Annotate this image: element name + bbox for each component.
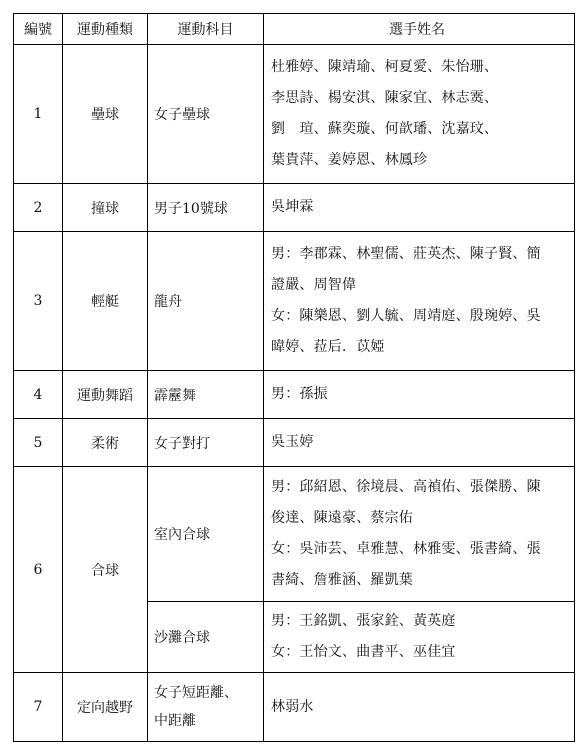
row-number: 7: [14, 673, 63, 742]
row-number: 5: [14, 419, 63, 467]
athlete-line: 杜雅婷、陳靖瑜、柯夏愛、朱怡珊、: [271, 59, 499, 75]
table-row: [14, 232, 575, 371]
athlete-roster-table: [13, 13, 575, 742]
table-row: [14, 371, 575, 419]
row-number: 4: [14, 371, 63, 419]
row-event: 沙灘合球: [148, 602, 264, 673]
table-header-row: [14, 14, 575, 45]
row-sport: 定向越野: [63, 673, 148, 742]
row-number: 1: [14, 45, 63, 184]
row-event: 女子對打: [148, 419, 264, 467]
athlete-line: 李思詩、楊安淇、陳家宜、林志霙、: [271, 90, 499, 106]
row-sport: 壘球: [63, 45, 148, 184]
row-event: 男子10號球: [148, 184, 264, 232]
row-sport: 撞球: [63, 184, 148, 232]
header-athletes: 選手姓名: [264, 14, 575, 45]
athlete-line: 暐婷、菈后．苡婭: [271, 339, 385, 355]
athlete-line: 男：孫振: [271, 386, 328, 402]
row-event: [148, 673, 264, 742]
row-athletes: [264, 467, 575, 602]
row-athletes: [264, 45, 575, 184]
row-sport: 輕艇: [63, 232, 148, 371]
header-number: 編號: [14, 14, 63, 45]
row-number: 6: [14, 467, 63, 673]
athlete-line: 吳坤霖: [271, 199, 314, 215]
event-line: 中距離: [154, 713, 196, 729]
athlete-line: 俊達、陳遠豪、蔡宗佑: [271, 510, 413, 526]
athlete-line: 女：吳沛芸、卓雅慧、林雅雯、張書綺、張: [271, 541, 541, 557]
table-row: [14, 419, 575, 467]
athlete-line: 男：王銘凱、張家銓、黃英庭: [271, 613, 456, 629]
table-row: [14, 673, 575, 742]
table-row: [14, 184, 575, 232]
row-athletes: [264, 184, 575, 232]
athlete-line: 林弱水: [271, 698, 314, 715]
row-event: 室內合球: [148, 467, 264, 602]
row-number: 2: [14, 184, 63, 232]
row-athletes: [264, 419, 575, 467]
row-event: 龍舟: [148, 232, 264, 371]
event-line: 女子短距離、: [154, 685, 238, 701]
table-row: [14, 467, 575, 602]
athlete-line: 女：陳樂恩、劉人毓、周靖庭、殷琬婷、吳: [271, 308, 541, 324]
table-row: [14, 45, 575, 184]
athlete-line: 男：邱紹恩、徐境晨、高禎佑、張傑勝、陳: [271, 479, 541, 495]
row-athletes: [264, 602, 575, 673]
athlete-line: 女：王怡文、曲書平、巫佳宜: [271, 644, 456, 660]
athlete-line: 劉 瑄、蘇奕璇、何歆璠、沈嘉玟、: [271, 121, 499, 137]
athlete-line: 證嚴、周智偉: [271, 277, 357, 293]
row-athletes: [264, 232, 575, 371]
athlete-line: 吳玉婷: [271, 434, 314, 450]
row-athletes: [264, 673, 575, 742]
header-sport: 運動種類: [63, 14, 148, 45]
athlete-line: 書綺、詹雅涵、羅凱葉: [271, 572, 413, 588]
row-sport: 合球: [63, 467, 148, 673]
row-event: 女子壘球: [148, 45, 264, 184]
header-event: 運動科目: [148, 14, 264, 45]
row-number: 3: [14, 232, 63, 371]
row-sport: 運動舞蹈: [63, 371, 148, 419]
row-athletes: [264, 371, 575, 419]
athlete-line: 葉貴萍、姜婷恩、林鳳珍: [271, 152, 428, 168]
athlete-line: 男：李郡霖、林聖儒、莊英杰、陳子賢、簡: [271, 246, 541, 262]
row-sport: 柔術: [63, 419, 148, 467]
row-event: 霹靂舞: [148, 371, 264, 419]
